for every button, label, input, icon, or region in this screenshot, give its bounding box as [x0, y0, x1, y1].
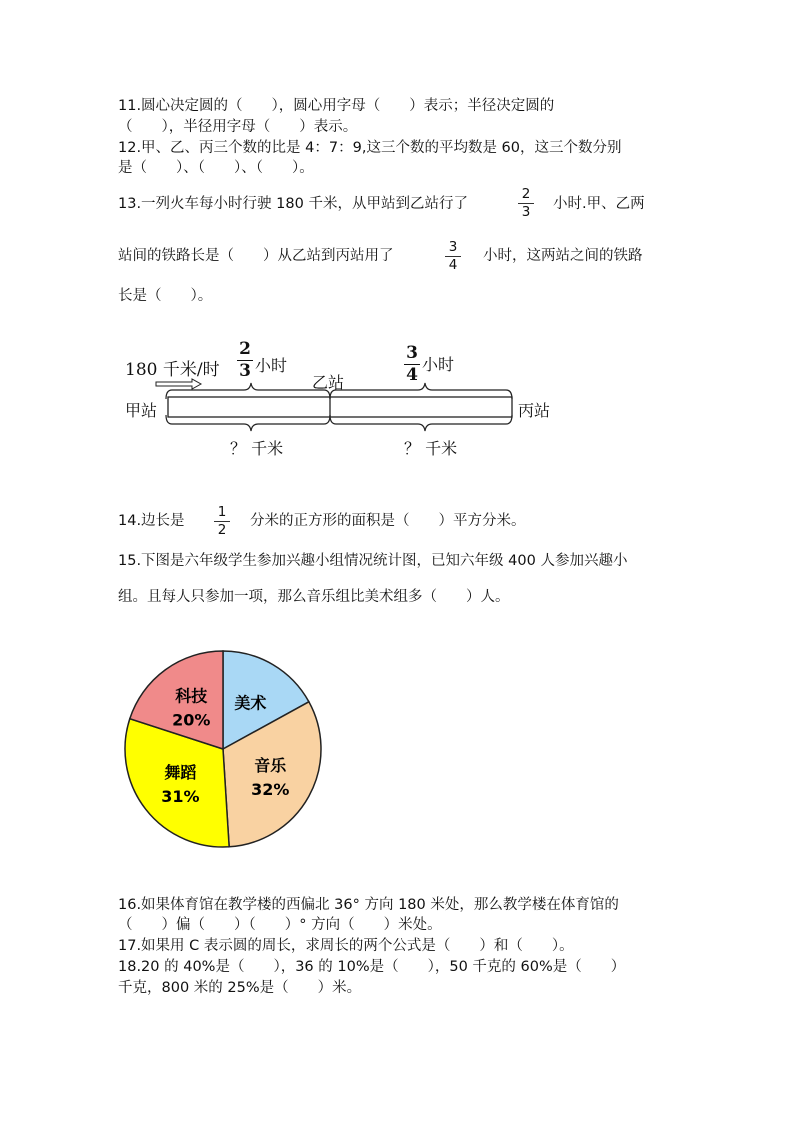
q11-line1: 11.圆心决定圆的（ ），圆心用字母（ ）表示；半径决定圆的	[118, 98, 555, 114]
q12-line2: 是（ ）、（ ）、（ ）。	[118, 160, 314, 176]
fraction-numerator: 2	[239, 339, 251, 359]
pie-slice-label: 舞蹈	[164, 763, 197, 783]
q13-line2-a: 站间的铁路长是（ ）从乙站到丙站用了	[118, 248, 394, 264]
fraction-numerator: 3	[406, 343, 418, 363]
track-bar	[168, 397, 512, 417]
q18-line1: 18.20 的 40%是（ ），36 的 10%是（ ），50 千克的 60%是（ ）	[118, 959, 626, 975]
station-b-label: 乙站	[312, 373, 345, 392]
fraction-denominator: 4	[406, 365, 418, 385]
fraction-numerator: 1	[217, 504, 227, 520]
direction-arrow-icon	[156, 379, 201, 389]
unknown-distance-2: ？ 千米	[404, 439, 458, 458]
station-c-label: 丙站	[518, 401, 551, 420]
q18-line2: 千克，800 米的 25%是（ ）米。	[118, 980, 362, 996]
q15-line2: 组。且每人只参加一项，那么音乐组比美术组多（ ）人。	[118, 589, 510, 605]
station-a-label: 甲站	[125, 401, 158, 420]
q16-line2: （ ）偏（ ）（ ）° 方向（ ）米处。	[118, 917, 442, 933]
speed-label: 180 千米/时	[125, 360, 220, 380]
q11-line2: （ ），半径用字母（ ）表示。	[118, 119, 358, 135]
pie-slice-value: 20%	[172, 710, 211, 730]
q14-text-b: 分米的正方形的面积是（ ）平方分米。	[250, 513, 526, 529]
fraction-numerator: 3	[448, 239, 458, 255]
fraction-denominator: 3	[239, 361, 251, 381]
fraction-denominator: 4	[448, 257, 458, 273]
pie-slice-label: 美术	[234, 693, 267, 713]
fraction-denominator: 3	[521, 204, 531, 220]
q14-text-a: 14.边长是	[118, 513, 185, 529]
segment2-unit: 小时	[422, 355, 455, 374]
q13-line1-b: 小时.甲、乙两	[553, 196, 645, 212]
pie-slice-value: 31%	[161, 787, 200, 807]
segment1-unit: 小时	[255, 356, 288, 375]
q13-line1-a: 13.一列火车每小时行驶 180 千米，从甲站到乙站行了	[118, 196, 468, 212]
q12-line1: 12.甲、乙、丙三个数的比是 4：7：9,这三个数的平均数是 60，这三个数分别	[118, 140, 622, 156]
pie-slice-value: 32%	[251, 779, 290, 799]
pie-slice-label: 科技	[175, 686, 208, 706]
q17-line1: 17.如果用 C 表示圆的周长，求周长的两个公式是（ ）和（ ）。	[118, 938, 574, 954]
q13-line2-b: 小时，这两站之间的铁路	[483, 248, 643, 264]
segment2-fraction	[404, 344, 420, 385]
q13-line3: 长是（ ）。	[118, 288, 213, 304]
fraction-denominator: 2	[217, 522, 227, 538]
segment1-fraction	[237, 340, 253, 381]
fraction-numerator: 2	[521, 186, 531, 202]
q15-line1: 15.下图是六年级学生参加兴趣小组情况统计图，已知六年级 400 人参加兴趣小	[118, 553, 628, 569]
unknown-distance-1: ？ 千米	[230, 439, 284, 458]
q16-line1: 16.如果体育馆在教学楼的西偏北 36° 方向 180 米处，那么教学楼在体育馆的	[118, 897, 619, 913]
interest-group-pie-chart	[120, 646, 326, 852]
pie-slice-label: 音乐	[254, 755, 287, 775]
q14-fraction-1-2	[214, 505, 230, 538]
